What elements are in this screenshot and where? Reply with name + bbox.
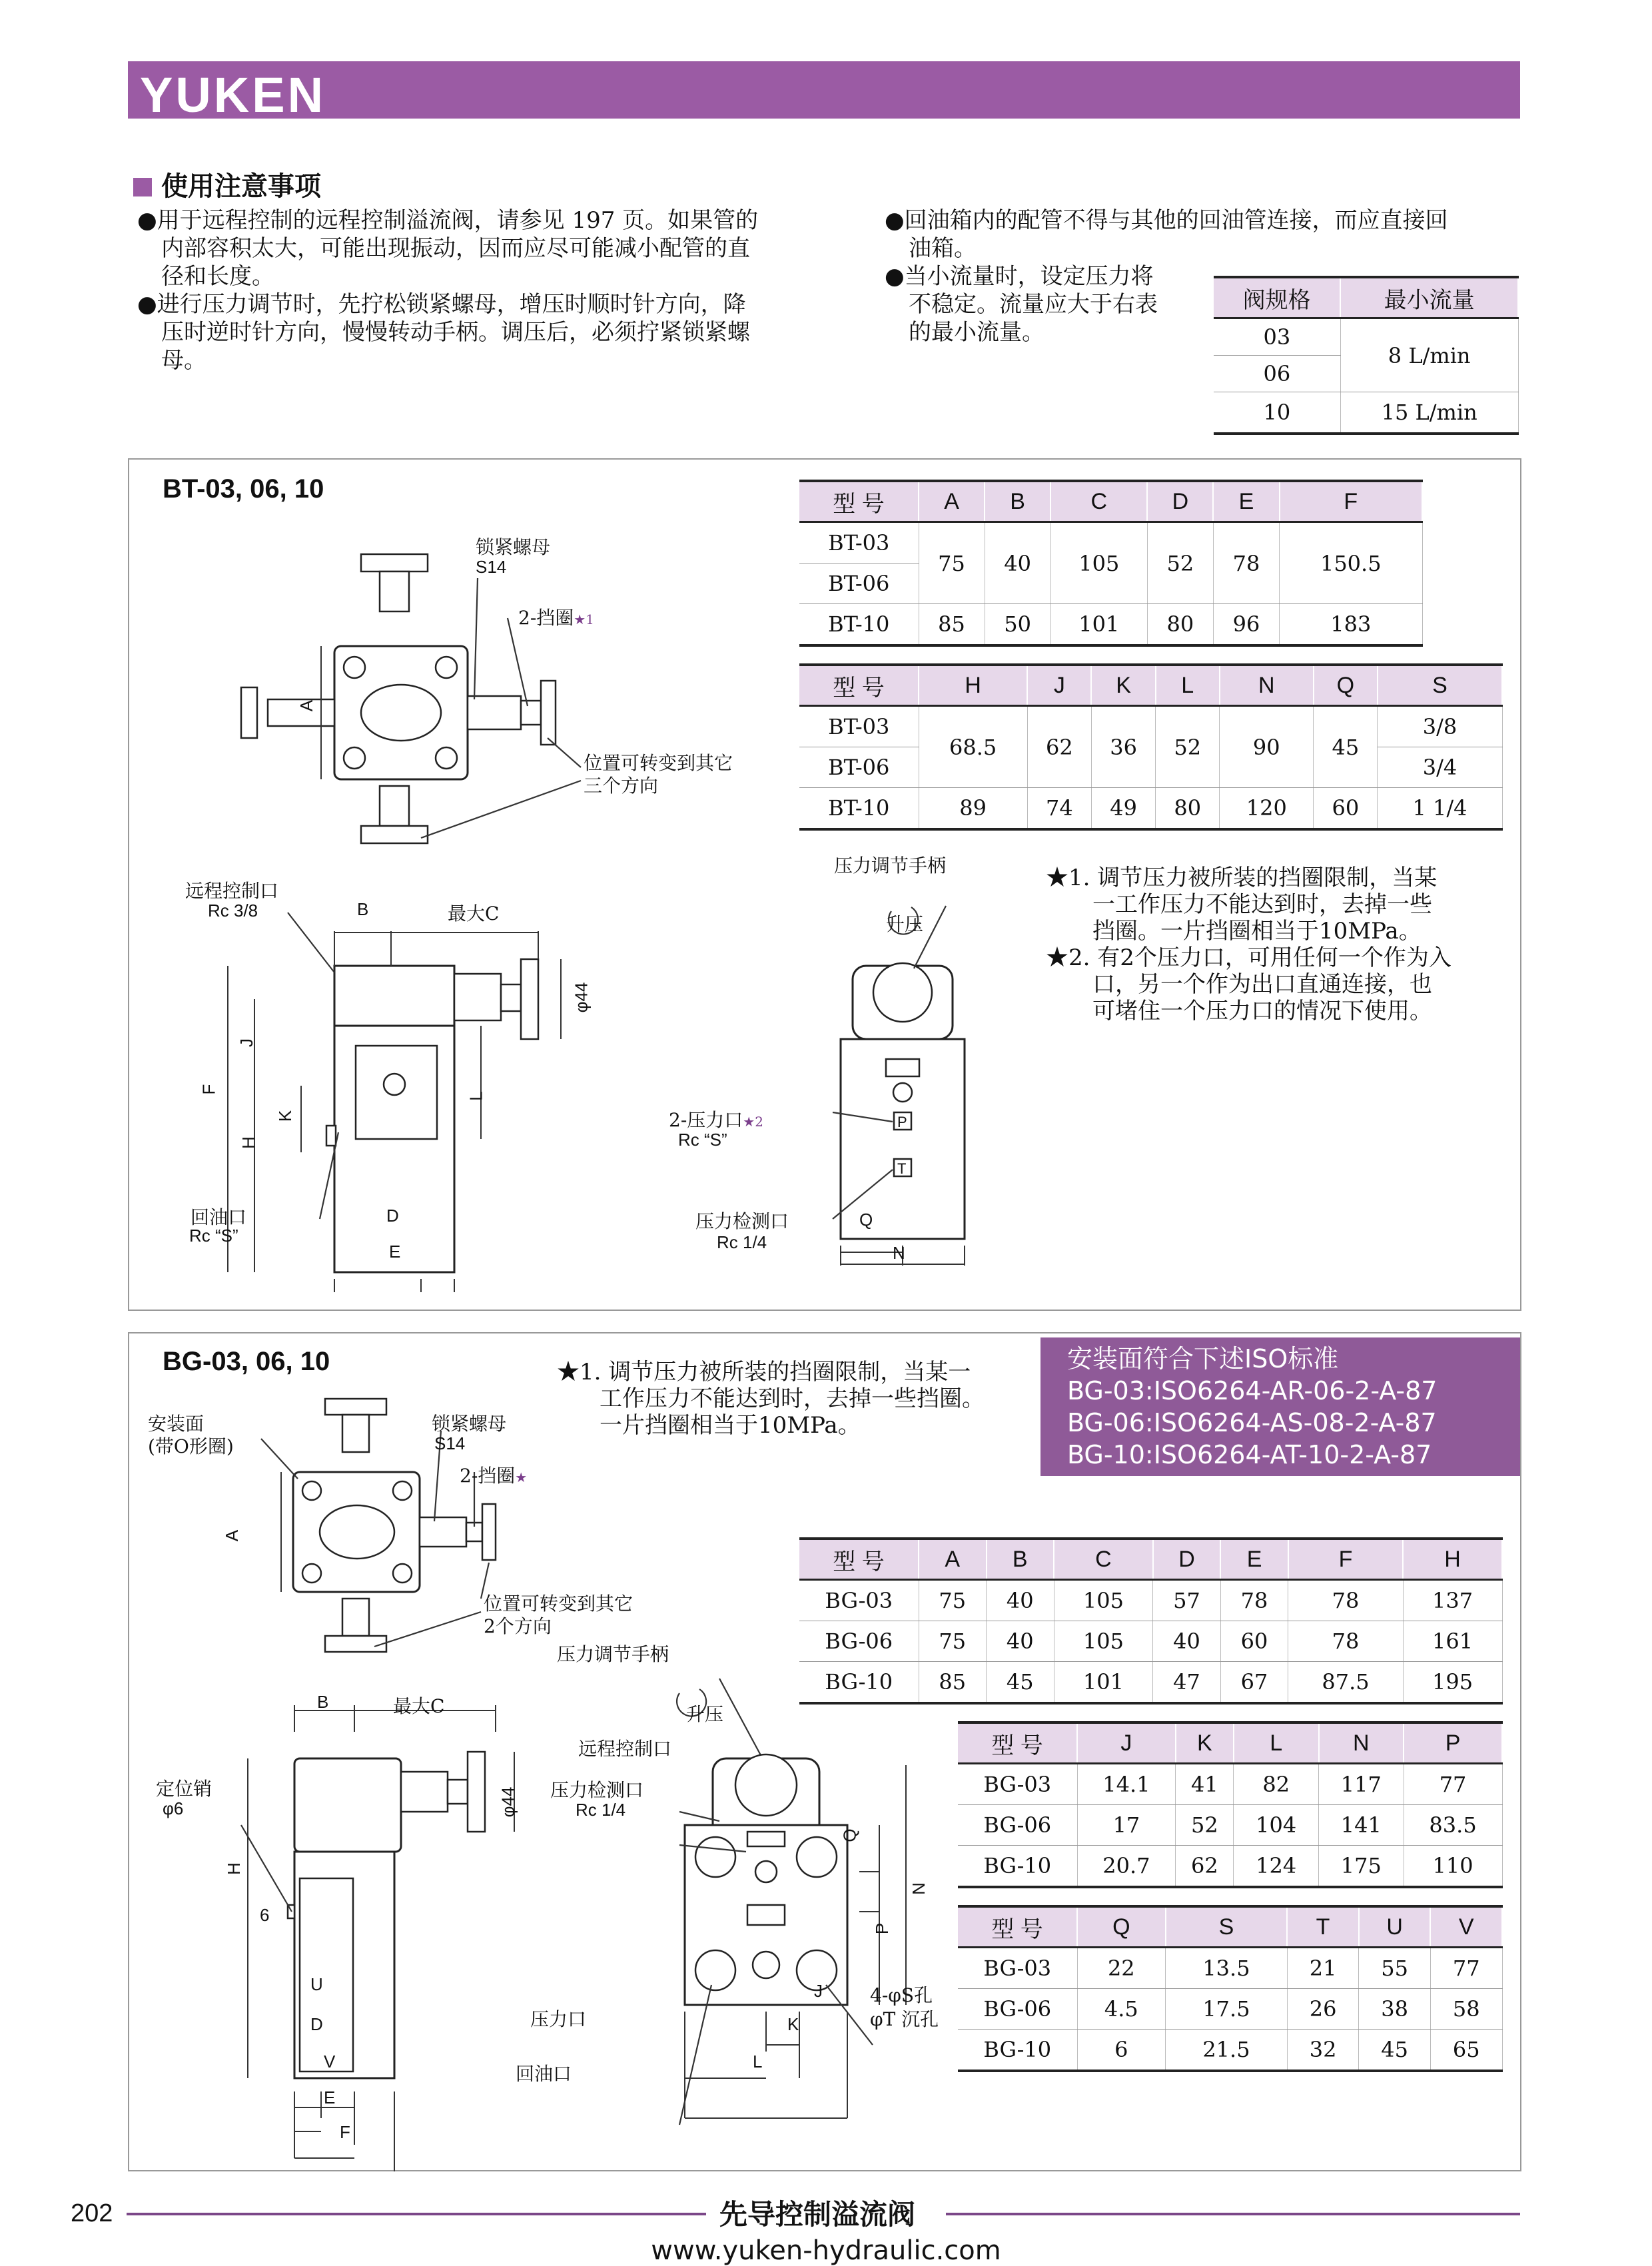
bg-s14-label: S14 [434, 1433, 466, 1453]
col-header: D [1147, 481, 1213, 522]
table-cell: 110 [1404, 1846, 1502, 1888]
bt-up-label: 升压 [886, 913, 924, 935]
table-cell: 101 [1050, 604, 1147, 646]
table-cell: 40 [1153, 1621, 1221, 1662]
bt-rc14-label: Rc 1/4 [717, 1232, 767, 1252]
table-cell: 21.5 [1166, 2030, 1288, 2072]
table-cell: 150.5 [1280, 522, 1422, 604]
bg-dim-l: L [753, 2052, 763, 2072]
bg-handle-label: 压力调节手柄 [557, 1643, 669, 1665]
bt-gauge-label: 压力检测口 [695, 1210, 789, 1232]
section-title [133, 165, 321, 203]
table-cell: 10 [1214, 392, 1340, 434]
table-cell: BG-03 [958, 1948, 1077, 1989]
note-line: 一工作压力不能达到时，去掉一些 [1092, 891, 1432, 918]
col-header: S [1166, 1906, 1288, 1948]
table-cell: 52 [1156, 706, 1220, 788]
col-header: K [1176, 1722, 1234, 1764]
col-header: E [1213, 481, 1279, 522]
table-cell: 22 [1077, 1948, 1166, 1989]
table-cell: 105 [1054, 1621, 1153, 1662]
bt-rc38-label: Rc 3/8 [208, 901, 258, 921]
col-header: 型 号 [799, 481, 919, 522]
table-cell: 195 [1403, 1662, 1502, 1704]
iso-line: 安装面符合下述ISO标准 [1067, 1344, 1339, 1373]
col-header: K [1091, 665, 1155, 706]
table-cell: 124 [1234, 1846, 1319, 1888]
note-line: 不稳定。流量应大于右表 [909, 291, 1158, 318]
bg-dim-v: V [324, 2052, 336, 2072]
page-number: 202 [71, 2199, 113, 2227]
table-cell: 120 [1220, 788, 1314, 830]
note-line: 工作压力不能达到时，去掉一些挡圈。 [600, 1385, 985, 1412]
bt-handle-label: 压力调节手柄 [834, 855, 947, 877]
table-cell: 57 [1153, 1580, 1221, 1621]
note-line: ●当小流量时，设定压力将 [885, 263, 1154, 290]
bg-side-view-drawing [128, 1692, 581, 2171]
col-header: F [1280, 481, 1422, 522]
table-cell: BT-10 [799, 604, 919, 646]
table-cell: 75 [919, 1580, 987, 1621]
table-cell: 41 [1176, 1764, 1234, 1805]
notes-left [137, 206, 843, 374]
table-cell: BG-03 [958, 1764, 1077, 1805]
bt-press-port-label: 2-压力口★2 [669, 1109, 763, 1131]
bg-dim-u: U [310, 1974, 323, 1994]
table-cell: 45 [1314, 706, 1378, 788]
note-line: 内部容积太大，可能出现振动，因而应尽可能减小配管的直 [161, 235, 750, 262]
bt-three-dir-label: 三个方向 [584, 775, 659, 797]
bg-rotate-label: 位置可转变到其它 [484, 1593, 633, 1615]
bg-table-2 [958, 1721, 1503, 1888]
table-cell: 17.5 [1166, 1989, 1288, 2030]
col-header: 型 号 [799, 1539, 919, 1580]
note-line: 油箱。 [909, 235, 977, 262]
bt-title: BT-03, 06, 10 [163, 474, 324, 504]
bt-dim-h: H [238, 1136, 258, 1149]
iso-line: BG-06:ISO6264-AS-08-2-A-87 [1067, 1408, 1437, 1437]
iso-standard-box [1040, 1337, 1520, 1476]
table-cell: 87.5 [1288, 1662, 1403, 1704]
footer-title: 先导控制溢流阀 [719, 2198, 916, 2231]
table-cell: BT-03 [799, 706, 919, 747]
bg-dim-phi44: φ44 [498, 1786, 518, 1818]
col-header: U [1359, 1906, 1431, 1948]
table-cell: 83.5 [1404, 1805, 1502, 1846]
table-cell: 52 [1176, 1805, 1234, 1846]
bg-dim-p: P [872, 1922, 893, 1935]
table-cell: 175 [1319, 1846, 1404, 1888]
col-header: 型 号 [799, 665, 919, 706]
table-cell: 65 [1430, 2030, 1502, 2072]
bg-oring-label: (带O形圈) [148, 1435, 234, 1457]
col-header: E [1220, 1539, 1288, 1580]
bt-dim-phi44: φ44 [571, 982, 592, 1013]
col-header: F [1288, 1539, 1403, 1580]
bg-dim-f: F [340, 2122, 350, 2142]
table-cell: 32 [1287, 2030, 1359, 2072]
bt-rcs-label: Rc “S” [189, 1226, 238, 1246]
bt-dim-n: N [893, 1243, 905, 1263]
table-cell: 1 1/4 [1378, 788, 1502, 830]
footer-url: www.yuken-hydraulic.com [651, 2235, 1001, 2266]
bt-dim-a: A [296, 699, 317, 712]
footer-rule-right [946, 2213, 1520, 2215]
col-header: H [1403, 1539, 1502, 1580]
col-header: J [1077, 1722, 1176, 1764]
table-cell: 74 [1027, 788, 1091, 830]
bg-holes-label: 4-φS孔 [870, 1984, 933, 2006]
handle-stem-top [380, 571, 409, 611]
bt-table-1 [799, 480, 1423, 647]
bg-press-port-label: 压力口 [530, 2008, 587, 2030]
col-header: P [1404, 1722, 1502, 1764]
note-line: ●回油箱内的配管不得与其他的回油管连接，而应直接回 [885, 207, 1448, 234]
table-row [958, 1805, 1502, 1846]
table-cell: 40 [987, 1621, 1054, 1662]
table-cell: 20.7 [1077, 1846, 1176, 1888]
col-header: 型 号 [958, 1906, 1077, 1948]
bg-mount-label: 安装面 [148, 1413, 205, 1435]
bt-dim-k: K [275, 1110, 296, 1122]
bg-ring-label: 2-挡圈★ [460, 1465, 528, 1487]
bg-dim-k: K [787, 2014, 799, 2034]
table-cell: 85 [919, 604, 985, 646]
port-p-mark: P [897, 1114, 907, 1130]
bt-star-notes [1046, 865, 1512, 1024]
table-cell: 67 [1220, 1662, 1288, 1704]
bt-rcs2-label: Rc “S” [678, 1130, 727, 1150]
table-row [958, 1764, 1502, 1805]
bg-phi6-label: φ6 [163, 1798, 184, 1818]
col-header: L [1234, 1722, 1319, 1764]
side-cap [334, 966, 454, 1026]
bt-dim-j: J [236, 1038, 256, 1047]
bt-table-2 [799, 663, 1503, 831]
bg-return-label: 回油口 [516, 2063, 572, 2085]
col-header: J [1027, 665, 1091, 706]
col-header: N [1220, 665, 1314, 706]
col-header: N [1319, 1722, 1404, 1764]
bg-rc14-label: Rc 1/4 [576, 1800, 626, 1820]
table-cell: 80 [1156, 788, 1220, 830]
table-cell: 60 [1220, 1621, 1288, 1662]
bt-dim-e: E [389, 1242, 401, 1262]
table-cell: BG-03 [799, 1580, 919, 1621]
table-cell: 3/8 [1378, 706, 1502, 747]
table-cell: 78 [1213, 522, 1279, 604]
col-header: A [919, 481, 985, 522]
col-header: D [1153, 1539, 1221, 1580]
bg-dim-q: Q [839, 1828, 860, 1842]
note-line: 一片挡圈相当于10MPa。 [600, 1412, 861, 1439]
col-header: V [1430, 1906, 1502, 1948]
bg-dim-j: J [814, 1981, 823, 2001]
bg-lock-nut-label: 锁紧螺母 [432, 1413, 507, 1435]
table-row [958, 1989, 1502, 2030]
bg-dim-e: E [324, 2087, 336, 2107]
table-cell: 38 [1359, 1989, 1431, 2030]
bg-dim-n: N [908, 1882, 929, 1895]
bt-dim-maxc: 最大C [448, 903, 500, 925]
bg-remote-label: 远程控制口 [578, 1738, 672, 1760]
table-cell: 68.5 [919, 706, 1027, 788]
table-cell: BG-06 [958, 1989, 1077, 2030]
table-cell: 62 [1176, 1846, 1234, 1888]
col-header: Q [1314, 665, 1378, 706]
table-cell: 77 [1404, 1764, 1502, 1805]
bg-dim-b: B [317, 1692, 329, 1712]
note-line: 口，另一个作为出口直通连接，也 [1092, 971, 1432, 998]
bg-star-notes [557, 1359, 1036, 1439]
table-row [958, 1846, 1502, 1888]
note-line: 可堵住一个压力口的情况下使用。 [1092, 998, 1432, 1024]
bg-gauge-label: 压力检测口 [550, 1779, 644, 1801]
table-cell: BG-10 [958, 1846, 1077, 1888]
note-line: ●用于远程控制的远程控制溢流阀，请参见 197 页。如果管的 [137, 207, 759, 234]
table-cell: 105 [1050, 522, 1147, 604]
bt-dim-d: D [386, 1206, 399, 1226]
bg-front-view-drawing [639, 1652, 973, 2158]
note-line: 径和长度。 [161, 263, 274, 290]
table-cell: 89 [919, 788, 1027, 830]
bt-remote-label: 远程控制口 [185, 880, 279, 902]
table-cell: 36 [1091, 706, 1155, 788]
table-cell: BT-03 [799, 522, 919, 564]
bg-dim-six: 6 [260, 1905, 270, 1925]
table-cell: 50 [985, 604, 1050, 646]
table-cell: 75 [919, 1621, 987, 1662]
table-cell: 26 [1287, 1989, 1359, 2030]
col-header: A [919, 1539, 987, 1580]
table-cell: 101 [1054, 1662, 1153, 1704]
bt-dim-b: B [357, 899, 369, 919]
table-cell: 78 [1288, 1580, 1403, 1621]
table-cell: 3/4 [1378, 747, 1502, 788]
bg-dim-d: D [310, 2014, 323, 2034]
header-bar [128, 61, 1520, 119]
table-cell: BG-10 [958, 2030, 1077, 2072]
table-cell: 52 [1147, 522, 1213, 604]
bg-dim-a: A [222, 1529, 242, 1542]
note-line: 的最小流量。 [909, 319, 1044, 346]
table-row [799, 1580, 1502, 1621]
table-cell: 137 [1403, 1580, 1502, 1621]
col-header: Q [1077, 1906, 1166, 1948]
table-cell: 49 [1091, 788, 1155, 830]
min-flow-table [1214, 276, 1519, 435]
bg-up-label: 升压 [686, 1703, 724, 1725]
table-cell: 14.1 [1077, 1764, 1176, 1805]
col-header: 最小流量 [1340, 277, 1518, 318]
table-cell: 8 L/min [1340, 318, 1518, 392]
table-cell: BG-06 [799, 1621, 919, 1662]
table-cell: 75 [919, 522, 985, 604]
note-line: ★1. 调节压力被所装的挡圈限制，当某一 [557, 1359, 971, 1385]
table-cell: 45 [1359, 2030, 1431, 2072]
table-cell: 6 [1077, 2030, 1166, 2072]
bt-s14-label: S14 [476, 557, 507, 577]
bg-counter-label: φT 沉孔 [870, 2008, 939, 2030]
bt-rotate-label: 位置可转变到其它 [584, 752, 733, 774]
col-header: H [919, 665, 1027, 706]
col-header: B [987, 1539, 1054, 1580]
table-cell: 4.5 [1077, 1989, 1166, 2030]
col-header: L [1156, 665, 1220, 706]
bt-return-label: 回油口 [191, 1206, 247, 1228]
bt-ring-label: 2-挡圈★1 [518, 607, 594, 629]
table-cell: 90 [1220, 706, 1314, 788]
table-cell: 40 [987, 1580, 1054, 1621]
bg-two-dir-label: 2个方向 [484, 1615, 552, 1637]
table-cell: 62 [1027, 706, 1091, 788]
port-t-mark: T [897, 1160, 907, 1177]
table-cell: 58 [1430, 1989, 1502, 2030]
bg-dim-h: H [223, 1862, 244, 1875]
bg-pin-label: 定位销 [156, 1778, 212, 1800]
bg-dim-maxc: 最大C [393, 1695, 445, 1717]
table-cell: 77 [1430, 1948, 1502, 1989]
handle-knob-top [361, 554, 428, 571]
section-title-text: 使用注意事项 [161, 171, 321, 202]
note-line: 母。 [161, 347, 206, 374]
table-cell: 03 [1214, 318, 1340, 356]
table-cell: 161 [1403, 1621, 1502, 1662]
note-line: 压时逆时针方向，慢慢转动手柄。调压后，必须拧紧锁紧螺 [161, 319, 750, 346]
table-cell: 141 [1319, 1805, 1404, 1846]
square-bullet-icon [133, 178, 152, 196]
table-cell: 45 [987, 1662, 1054, 1704]
table-cell: 105 [1054, 1580, 1153, 1621]
bt-lock-nut-label: 锁紧螺母 [476, 536, 551, 558]
note-line: ●进行压力调节时，先拧松锁紧螺母，增压时顺时针方向，降 [137, 291, 746, 318]
table-cell: BT-06 [799, 747, 919, 788]
bg-table-3 [958, 1905, 1503, 2072]
table-row [958, 2030, 1502, 2072]
yuken-logo: YUKEN [140, 67, 326, 123]
note-line: 挡圈。一片挡圈相当于10MPa。 [1092, 918, 1422, 944]
table-cell: 06 [1214, 356, 1340, 392]
iso-line: BG-10:ISO6264-AT-10-2-A-87 [1067, 1440, 1432, 1469]
table-cell: 55 [1359, 1948, 1431, 1989]
table-cell: 82 [1234, 1764, 1319, 1805]
col-header: 型 号 [958, 1722, 1077, 1764]
note-line: ★1. 调节压力被所装的挡圈限制，当某 [1046, 865, 1438, 891]
table-cell: 78 [1220, 1580, 1288, 1621]
col-header: S [1378, 665, 1502, 706]
table-cell: 117 [1319, 1764, 1404, 1805]
table-cell: 96 [1213, 604, 1279, 646]
bt-dim-q: Q [859, 1210, 873, 1230]
table-cell: 78 [1288, 1621, 1403, 1662]
bt-dim-l: L [466, 1091, 486, 1101]
col-header: 阀规格 [1214, 277, 1340, 318]
note-line: ★2. 有2个压力口，可用任何一个作为入 [1046, 944, 1451, 971]
table-cell: 183 [1280, 604, 1422, 646]
table-cell: 40 [985, 522, 1050, 604]
table-cell: 47 [1153, 1662, 1221, 1704]
table-cell: BT-06 [799, 564, 919, 604]
col-header: C [1054, 1539, 1153, 1580]
footer-rule-left [127, 2213, 706, 2215]
bt-dim-f: F [199, 1084, 219, 1095]
table-cell: 21 [1287, 1948, 1359, 1989]
table-cell: 104 [1234, 1805, 1319, 1846]
table-cell: BG-10 [799, 1662, 919, 1704]
table-cell: 15 L/min [1340, 392, 1518, 434]
table-cell: BG-06 [958, 1805, 1077, 1846]
table-cell: 13.5 [1166, 1948, 1288, 1989]
table-cell: 60 [1314, 788, 1378, 830]
iso-line: BG-03:ISO6264-AR-06-2-A-87 [1067, 1376, 1438, 1405]
col-header: B [985, 481, 1050, 522]
table-cell: 85 [919, 1662, 987, 1704]
table-cell: BT-10 [799, 788, 919, 830]
table-row [958, 1948, 1502, 1989]
table-cell: 80 [1147, 604, 1213, 646]
col-header: T [1287, 1906, 1359, 1948]
table-cell: 17 [1077, 1805, 1176, 1846]
col-header: C [1050, 481, 1147, 522]
bg-title: BG-03, 06, 10 [163, 1347, 330, 1376]
